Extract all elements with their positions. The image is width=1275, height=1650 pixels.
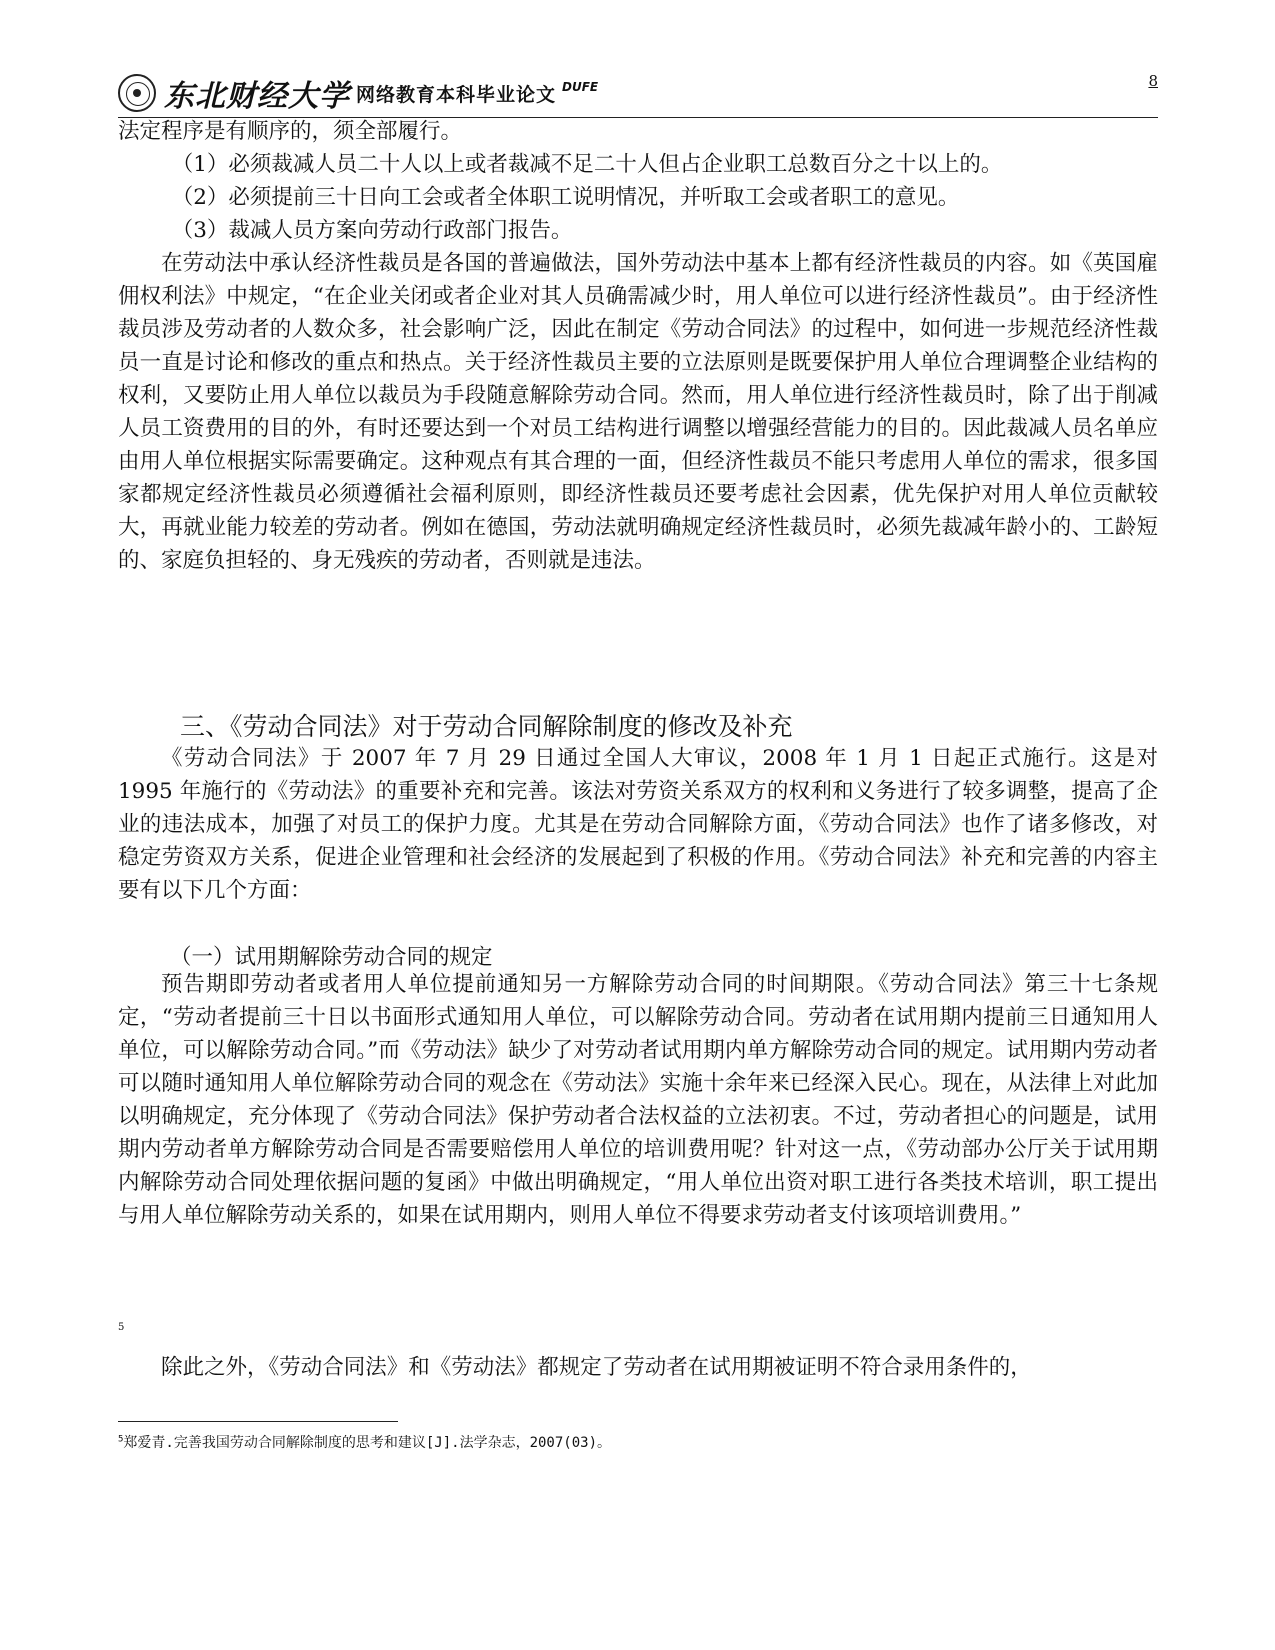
paragraph-continued: 法定程序是有顺序的，须全部履行。	[118, 119, 463, 144]
footnote	[118, 1432, 611, 1452]
page-number: 8	[1148, 72, 1158, 90]
university-name: 东北财经大学	[164, 79, 350, 114]
header-logo	[118, 72, 598, 114]
footnote-mark: 5	[118, 1434, 124, 1445]
university-emblem-icon	[118, 74, 156, 112]
footnote-reference: 5	[118, 1322, 125, 1333]
list-item: （3）裁减人员方案向劳动行政部门报告。	[171, 218, 573, 243]
paragraph: 《劳动合同法》于 2007 年 7 月 29 日通过全国人大审议，2008 年 1 月 1 日起正式施行。这是对 1995 年施行的《劳动法》的重要补充和完善。该法对劳资关系双方的权利和义务进行了较多调整，提高了企业的违法成本，加强了对员工的保护力度。尤其是在劳动合同解除方面，《劳动合同法》也作了诸多修改，对稳定劳资双方关系，促进企业管理和社会经济的发展起到了积极的作用。《劳动合同法》补充和完善的内容主要有以下几个方面：	[118, 746, 1158, 903]
paragraph: 预告期即劳动者或者用人单位提前通知另一方解除劳动合同的时间期限。《劳动合同法》第三十七条规定，“劳动者提前三十日以书面形式通知用人单位，可以解除劳动合同。劳动者在试用期内提前三日通知用人单位，可以解除劳动合同。”而《劳动法》缺少了对劳动者试用期内单方解除劳动合同的规定。试用期内劳动者可以随时通知用人单位解除劳动合同的观念在《劳动法》实施十余年来已经深入民心。现在，从法律上对此加以明确规定，充分体现了《劳动合同法》保护劳动者合法权益的立法初衷。不过，劳动者担心的问题是，试用期内劳动者单方解除劳动合同是否需要赔偿用人单位的培训费用呢？针对这一点，《劳动部办公厅关于试用期内解除劳动合同处理依据问题的复函》中做出明确规定，“用人单位出资对职工进行各类技术培训，职工提出与用人单位解除劳动关系的，如果在试用期内，则用人单位不得要求劳动者支付该项培训费用。”	[118, 972, 1158, 1228]
body-block-1	[118, 115, 1158, 577]
list-item: （1）必须裁减人员二十人以上或者裁减不足二十人但占企业职工总数百分之十以上的。	[171, 152, 1003, 177]
paragraph: 在劳动法中承认经济性裁员是各国的普遍做法，国外劳动法中基本上都有经济性裁员的内容。如《英国雇佣权利法》中规定，“在企业关闭或者企业对其人员确需减少时，用人单位可以进行经济性裁员”。由于经济性裁员涉及劳动者的人数众多，社会影响广泛，因此在制定《劳动合同法》的过程中，如何进一步规范经济性裁员一直是讨论和修改的重点和热点。关于经济性裁员主要的立法原则是既要保护用人单位合理调整企业结构的权利，又要防止用人单位以裁员为手段随意解除劳动合同。然而，用人单位进行经济性裁员时，除了出于削减人员工资费用的目的外，有时还要达到一个对员工结构进行调整以增强经营能力的目的。因此裁减人员名单应由用人单位根据实际需要确定。这种观点有其合理的一面，但经济性裁员不能只考虑用人单位的需求，很多国家都规定经济性裁员必须遵循社会福利原则，即经济性裁员还要考虑社会因素，优先保护对用人单位贡献较大，再就业能力较差的劳动者。例如在德国，劳动法就明确规定经济性裁员时，必须先裁减年龄小的、工龄短的、家庭负担轻的、身无残疾的劳动者，否则就是违法。	[118, 251, 1158, 573]
header-subtitle: 网络教育本科毕业论文	[356, 83, 557, 106]
dufe-mark: DUFE	[562, 80, 599, 94]
subsection-heading: （一）试用期解除劳动合同的规定	[170, 945, 493, 970]
footnote-rule	[118, 1421, 398, 1422]
footnote-text: 郑爱青.完善我国劳动合同解除制度的思考和建议[J].法学杂志，2007(03)。	[123, 1435, 611, 1451]
page-header	[118, 70, 1158, 118]
list-item: （2）必须提前三十日向工会或者全体职工说明情况，并听取工会或者职工的意见。	[171, 185, 960, 210]
body-block-4	[118, 1351, 1158, 1384]
body-block-3	[118, 968, 1158, 1232]
body-block-2	[118, 742, 1158, 907]
section-heading: 三、《劳动合同法》对于劳动合同解除制度的修改及补充	[180, 712, 793, 741]
paragraph: 除此之外，《劳动合同法》和《劳动法》都规定了劳动者在试用期被证明不符合录用条件的，	[161, 1355, 1032, 1380]
